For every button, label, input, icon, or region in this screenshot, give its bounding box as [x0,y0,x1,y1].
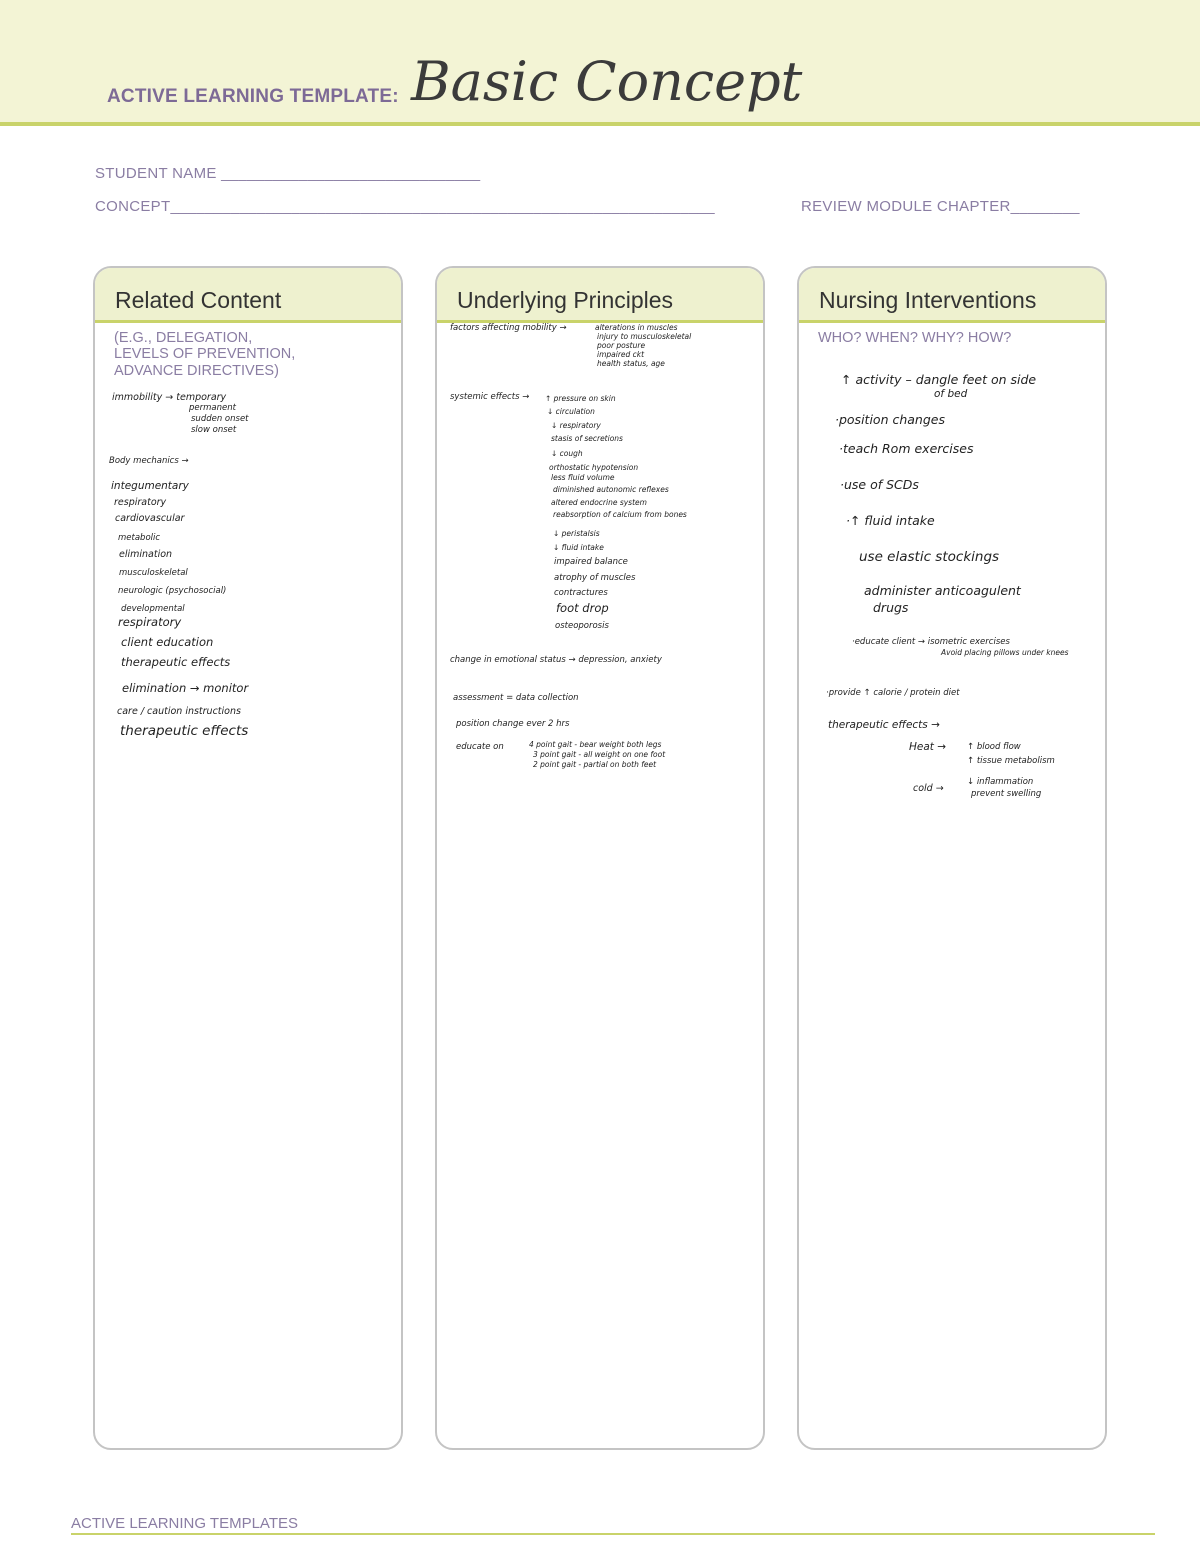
underlying-principles-panel [435,266,765,1450]
student-name-field[interactable] [95,165,480,182]
principle-note: ↓ peristalsis [553,529,600,538]
principle-note: diminished autonomic reflexes [553,485,669,494]
nursing-interventions-hint: WHO? WHEN? WHY? HOW? [818,330,1012,346]
related-note: client education [121,635,214,649]
principle-note: altered endocrine system [551,498,647,507]
principle-note: 3 point gait - all weight on one foot [533,750,666,759]
nursing-interventions-title: Nursing Interventions [819,287,1037,313]
nursing-interventions-panel [797,266,1107,1450]
principle-note: impaired balance [554,557,628,567]
student-name-label: STUDENT NAME [95,165,217,182]
principle-note: factors affecting mobility → [450,323,567,333]
principle-note: foot drop [556,601,609,615]
related-note: care / caution instructions [117,706,241,717]
related-content-hint-2: LEVELS OF PREVENTION, [114,346,296,362]
intervention-note: ·educate client → isometric exercises [852,637,1010,647]
related-note: therapeutic effects [121,655,231,669]
intervention-note: ↑ tissue metabolism [967,756,1055,766]
principle-note: ↓ respiratory [551,421,601,430]
intervention-note: drugs [873,600,909,615]
related-note: cardiovascular [115,513,185,524]
related-note: Body mechanics → [109,456,189,466]
related-content-panel [93,266,403,1450]
principle-note: 2 point gait - partial on both feet [533,760,657,769]
intervention-note: ↓ inflammation [967,777,1034,787]
related-note: immobility → temporary [112,392,227,403]
intervention-note: prevent swelling [971,789,1042,799]
related-note: developmental [121,604,185,614]
related-content-hint-1: (E.G., DELEGATION, [114,330,253,346]
intervention-note: ·use of SCDs [840,477,919,492]
principle-note: impaired ckt [597,350,645,359]
principle-note: health status, age [597,359,665,368]
principle-note: reabsorption of calcium from bones [553,510,687,519]
student-name-blank: ______________________________ [221,165,481,182]
principle-note: alterations in muscles [595,323,678,332]
intervention-note: ·teach Rom exercises [839,441,974,456]
header-divider [0,122,1200,126]
principle-note: 4 point gait - bear weight both legs [529,740,662,749]
intervention-note: ·↑ fluid intake [846,513,935,528]
principle-note: ↓ cough [551,449,583,458]
intervention-note: therapeutic effects → [828,719,940,731]
principle-note: poor posture [597,341,646,350]
intervention-note: administer anticoagulent [864,583,1021,598]
footer-divider [71,1533,1155,1535]
principle-note: assessment = data collection [453,693,579,703]
template-label: ACTIVE LEARNING TEMPLATE: [107,86,399,107]
related-content-header [95,268,401,323]
intervention-note: cold → [913,783,944,794]
underlying-principles-header [437,268,763,323]
review-module-blank: ________ [1010,198,1080,215]
footer-label: ACTIVE LEARNING TEMPLATES [71,1515,298,1532]
principle-note: ↑ pressure on skin [545,394,616,403]
related-note: respiratory [118,615,182,629]
intervention-note: use elastic stockings [859,549,1000,565]
concept-field[interactable] [95,198,715,215]
related-note: sudden onset [191,414,249,424]
principle-note: osteoporosis [555,621,609,631]
intervention-note: Avoid placing pillows under knees [941,648,1069,657]
principle-note: injury to musculoskeletal [597,332,692,341]
intervention-note: ·position changes [835,412,945,427]
principle-note: ↓ fluid intake [553,543,604,552]
related-note: slow onset [191,425,237,435]
intervention-note: ↑ blood flow [967,742,1021,752]
principle-note: less fluid volume [551,473,615,482]
principle-note: atrophy of muscles [554,573,636,583]
intervention-note: ·provide ↑ calorie / protein diet [826,688,960,698]
related-note: neurologic (psychosocial) [118,586,227,596]
related-note: metabolic [118,533,161,543]
intervention-note: ↑ activity – dangle feet on side [841,372,1037,387]
principle-note: systemic effects → [450,392,530,402]
review-module-label: REVIEW MODULE CHAPTER [801,198,1011,215]
underlying-principles-title: Underlying Principles [457,287,674,313]
related-note: integumentary [111,480,189,492]
concept-label: CONCEPT [95,198,171,215]
nursing-interventions-header [799,268,1105,323]
page-title: Basic Concept [411,50,803,113]
related-note: elimination → monitor [122,681,249,695]
concept-blank: _______________________________________________________________ [170,198,715,215]
related-note: therapeutic effects [120,723,249,739]
review-module-field[interactable] [801,198,1080,215]
related-note: permanent [189,403,236,413]
related-content-hint-3: ADVANCE DIRECTIVES) [114,363,279,379]
principle-note: position change ever 2 hrs [456,719,570,729]
intervention-note: of bed [934,388,968,400]
principle-note: educate on [456,742,504,752]
related-note: respiratory [114,497,167,508]
intervention-note: Heat → [909,741,947,753]
principle-note: contractures [554,588,608,598]
principle-note: change in emotional status → depression, anxiety [450,655,662,665]
related-note: musculoskeletal [119,568,188,578]
related-note: elimination [119,549,173,560]
related-content-title: Related Content [115,287,282,313]
principle-note: ↓ circulation [547,407,595,416]
principle-note: stasis of secretions [551,434,623,443]
principle-note: orthostatic hypotension [549,463,639,472]
